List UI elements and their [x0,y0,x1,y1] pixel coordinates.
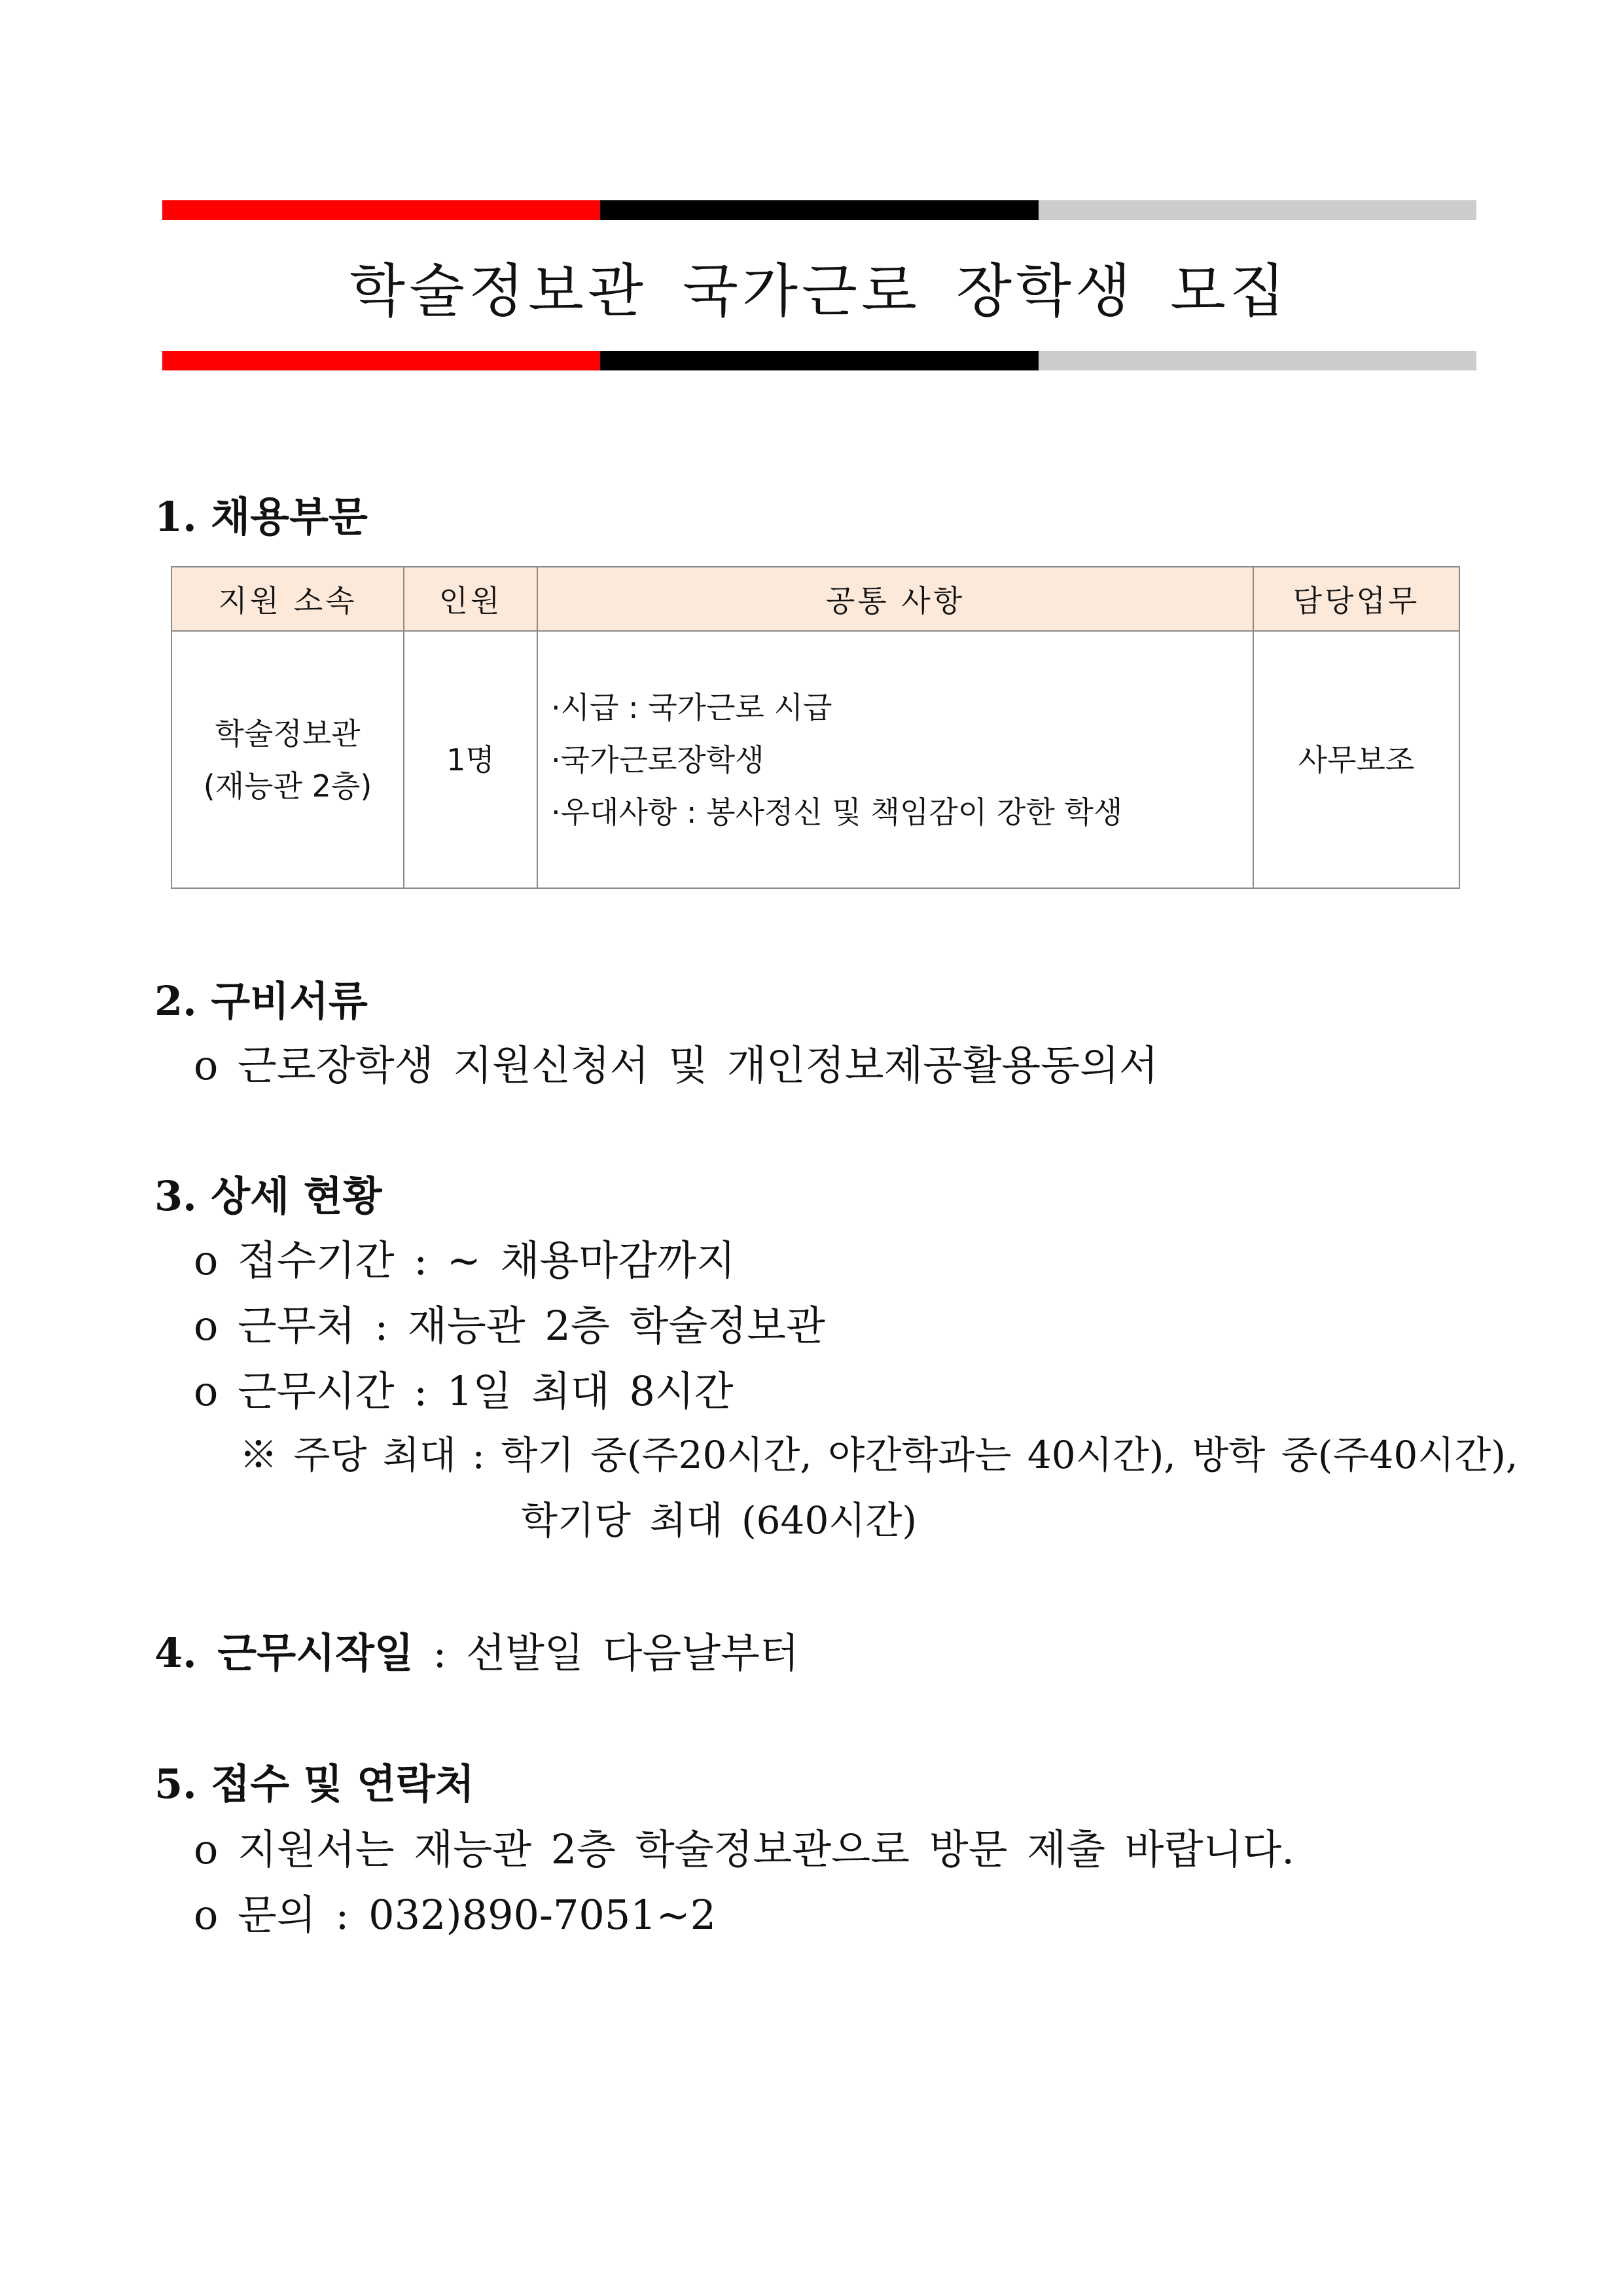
title-bottom-bar [162,351,1476,370]
affiliation-line2: (재능관 2층) [203,768,372,804]
contact-submit: o 지원서는 재능관 2층 학술정보관으로 방문 제출 바랍니다. [194,1825,1294,1873]
detail-hours: o 근무시간 : 1일 최대 8시간 [194,1367,734,1415]
detail-note-line2: 학기당 최대 (640시간) [521,1498,918,1543]
start-date-value: : 선발일 다음날부터 [413,1629,799,1677]
section5-heading: 5. 접수 및 연락처 [154,1760,474,1808]
contact-phone: o 문의 : 032)890-7051~2 [194,1891,717,1939]
section2-heading: 2. 구비서류 [154,977,368,1025]
header-count: 인원 [404,567,537,631]
table-header-row [171,567,1459,631]
section1-heading: 1. 채용부문 [154,493,368,541]
cell-affiliation [171,631,404,888]
detail-note-line1: ※ 주당 최대 : 학기 중(주20시간, 야간학과는 40시간), 방학 중(주40시간), [240,1433,1518,1477]
section3-heading: 3. 상세 현황 [154,1172,382,1220]
section4-heading: 4. 근무시작일 [154,1629,414,1677]
common-item-1: ·시급 : 국가근로 시급 [551,689,832,725]
table-row [171,631,1459,888]
detail-period: o 접수기간 : ~ 채용마감까지 [194,1236,736,1284]
cell-common [537,631,1253,888]
start-date-line [154,1621,799,1679]
header-affiliation: 지원 소속 [171,567,404,631]
header-common: 공통 사항 [537,567,1253,631]
recruit-table [171,566,1460,889]
cell-count: 1명 [404,631,537,888]
documents-item: o 근로장학생 지원신청서 및 개인정보제공활용동의서 [194,1041,1158,1089]
common-item-3: ·우대사항 : 봉사정신 및 책임감이 강한 학생 [551,794,1123,830]
detail-workplace: o 근무처 : 재능관 2층 학술정보관 [194,1302,825,1350]
affiliation-line1: 학술정보관 [215,715,361,751]
page-title: 학술정보관 국가근로 장학생 모집 [349,257,1290,325]
title-top-bar [162,200,1476,220]
header-duty: 담당업무 [1253,567,1459,631]
cell-duty: 사무보조 [1253,631,1459,888]
common-item-2: ·국가근로장학생 [551,742,764,778]
